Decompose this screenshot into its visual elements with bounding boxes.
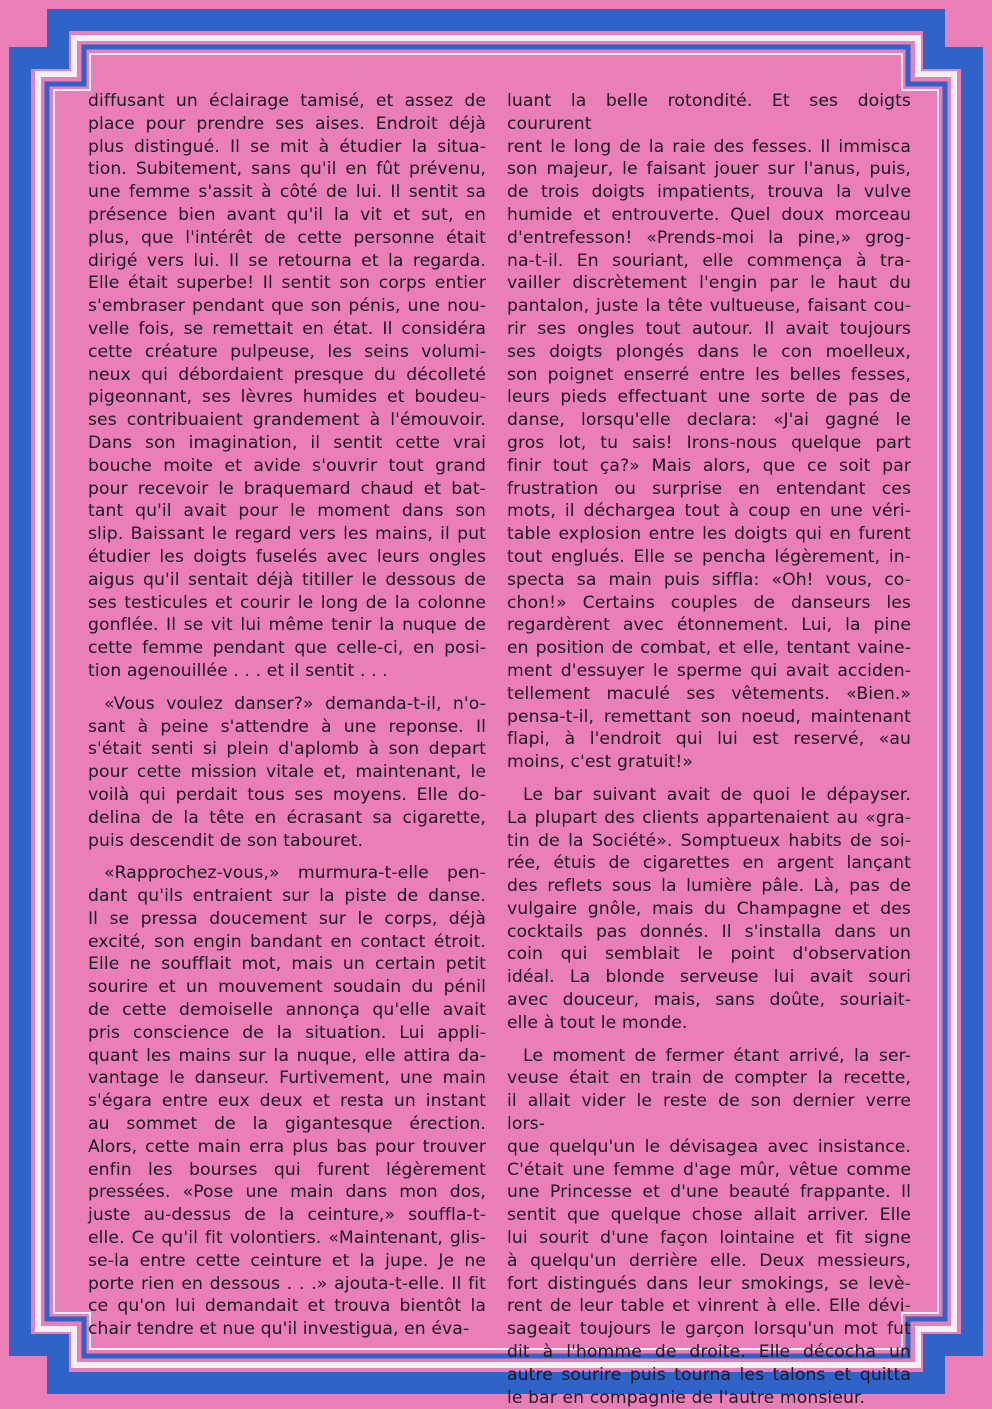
text-line: Elle ne soufflait mot, mais un certain petit [88,954,486,975]
text-line: dit à l'homme de droite. Elle décocha un [507,1342,911,1363]
text-line: mots, il déchargea tout à coup en une véri- [507,501,911,522]
text-line: de trois doigts impatients, trouva la vulve [507,182,911,203]
text-line: s'embraser pendant que son pénis, une nou- [88,296,486,317]
text-line: «Vous voulez danser?» demanda-t-il, n'o- [104,693,486,714]
text-line: La plupart des clients appartenaient au «gra- [507,807,911,828]
text-line: dant qu'ils entraient sur la piste de danse. [88,886,486,907]
text-line: ses contribuaient grandement à l'émouvoir. [88,410,486,431]
text-line: gonflée. Il se vit lui même tenir la nuque de [88,615,486,636]
paragraph [88,862,486,1341]
text-line: table explosion entre les doigts qui en furent [507,524,911,545]
text-line: Dans son imagination, il sentit cette vrai [88,432,486,453]
text-line: présence bien avant qu'il la vit et sut, en [88,204,486,225]
text-line: rir ses ongles tout autour. Il avait toujours [507,318,911,339]
text-line: tant qu'il avait pour le moment dans son [88,501,486,522]
right-text-column [507,90,911,1409]
text-line: son majeur, le faisant jouer sur l'anus, puis, [507,159,911,180]
text-line: pris conscience de la situation. Lui appli- [88,1022,486,1043]
text-line: leurs pieds effectuant une sorte de pas de [507,387,911,408]
text-line: ce qu'on lui demandait et trouva bientôt la [88,1296,486,1317]
text-line: rent de leur table et vinrent à elle. Elle dévi- [507,1296,911,1317]
text-line: plus, que l'intérêt de cette personne était [88,227,486,248]
paragraph [507,1045,911,1409]
paragraph [507,90,911,774]
paragraph-gap [507,774,911,784]
text-line: que quelqu'un le dévisagea avec insistance. [507,1136,911,1157]
text-line: na-t-il. En souriant, elle commença à tra- [507,250,911,271]
text-line: «Rapprochez-vous,» murmura-t-elle pen- [104,863,486,884]
text-line: rée, étuis de cigarettes en argent lançant [507,853,911,874]
text-line: étudier les doigts fuselés avec leurs ongles [88,546,486,567]
text-line: elle. Ce qu'il fit volontiers. «Maintenant, glis- [88,1228,486,1249]
text-line: une femme s'assit à côté de lui. Il sentit sa [88,182,486,203]
text-line: tin de la Société». Somptueux habits de soi- [507,830,911,851]
text-line: diffusant un éclairage tamisé, et assez de [88,91,486,111]
text-line: de cette demoiselle annonça qu'elle avait [88,1000,486,1021]
text-line: slip. Baissant le regard vers les mains, il put [88,524,486,545]
text-line: vailler discrètement l'engin par le haut du [507,273,911,294]
text-line: sentit que quelque chose allait arriver. Elle [507,1205,911,1226]
text-line: plus distingué. Il se mit à étudier la situa- [88,136,486,157]
text-line: tion. Subitement, sans qu'il en fût prévenu, [88,159,486,180]
text-line: pensa-t-il, remettant son noeud, maintenant [507,706,911,727]
text-line: quant les mains sur la nuque, elle attira da- [88,1045,486,1066]
paragraph [507,784,911,1035]
text-line: sageait toujours le garçon lorsqu'un mot fut [507,1319,911,1340]
text-line: s'égara entre eux deux et resta un instant [88,1091,486,1112]
text-line: place pour prendre ses aises. Endroit déjà [88,113,486,134]
paragraph-gap [88,683,486,693]
text-line: il allait vider le reste de son dernier verre lors- [507,1091,911,1135]
text-line: chair tendre et nue qu'il investigua, en éva- [88,1319,470,1340]
text-line: vantage le danseur. Furtivement, une main [88,1068,486,1089]
text-line: cette femme pendant que celle-ci, en posi- [88,638,486,659]
text-line: pantalon, juste la tête vultueuse, faisant cou- [507,296,911,317]
text-line: Le moment de fermer étant arrivé, la ser- [523,1045,911,1066]
text-line: une Princesse et d'une beauté frappante. Il [507,1182,911,1203]
text-line: pigeonnant, ses lèvres humides et boudeu- [88,387,486,408]
text-line: flapi, à l'endroit qui lui est reservé, «au [507,729,911,750]
paragraph [88,90,486,683]
text-line: pour recevoir le braquemard chaud et bat- [88,478,486,499]
text-line: s'était senti si plein d'aplomb à son depart [88,739,486,760]
text-line: à quelqu'un derrière elle. Deux messieurs, [507,1250,911,1271]
text-line: coin qui semblait le point d'observation [507,944,911,965]
text-line: cocktails pas donnés. Il s'installa dans un [507,921,911,942]
text-line: pour cette mission vitale et, maintenant, le [88,762,486,783]
text-line: finir tout ça?» Mais alors, que ce soit par [507,455,911,476]
text-line: en position de combat, et elle, tentant vaine- [507,638,911,659]
text-line: ment d'essuyer le sperme qui avait acciden- [507,660,911,681]
text-line: humide et entrouverte. Quel doux morceau [507,204,911,225]
paragraph-gap [88,852,486,862]
text-line: aigus qu'il sentait déjà titiller le dessous de [88,569,486,590]
text-line: juste au-dessus de la ceinture,» souffla-t- [88,1205,486,1226]
text-line: le bar en compagnie de l'autre monsieur. [507,1387,866,1408]
left-text-column [88,90,486,1341]
text-line: veuse était en train de compter la recette, [507,1068,911,1089]
text-line: puis descendit de son tabouret. [88,830,364,851]
text-line: velle fois, se remettait en état. Il considéra [88,318,486,339]
text-line: Le bar suivant avait de quoi le dépayser. [523,784,911,805]
text-line: autre sourire puis tourna les talons et quitta [507,1364,911,1385]
text-line: luant la belle rotondité. Et ses doigts coururent [507,91,911,134]
text-line: Il se pressa doucement sur le corps, déjà [88,908,486,929]
text-line: ses doigts plongés dans le con moelleux, [507,341,911,362]
text-line: tellement maculé ses vêtements. «Bien.» [507,683,911,704]
text-line: chon!» Certains couples de danseurs les [507,592,911,613]
paragraph-gap [507,1035,911,1045]
text-line: tion agenouillée . . . et il sentit . . . [88,660,388,681]
text-line: frustration ou surprise en entendant ces [507,478,911,499]
text-line: neux qui débordaient presque du décolleté [88,364,486,385]
text-line: tout englués. Elle se pencha légèrement, in- [507,546,911,567]
text-line: excité, son engin bandant en contact étroit. [88,931,486,952]
text-line: avec douceur, mais, sans doûte, souriait- [507,990,911,1011]
text-line: vulgaire gnôle, mais du Champagne et des [507,898,911,919]
text-line: C'était une femme d'age mûr, vêtue comme [507,1159,911,1180]
text-line: regardèrent avec étonnement. Lui, la pine [507,615,911,636]
text-line: lui sourit d'une façon lointaine et fit signe [507,1228,911,1249]
text-line: moins, c'est gratuit!» [507,752,693,773]
text-line: danse, lorsqu'elle declara: «J'ai gagné le [507,410,911,431]
text-line: des reflets sous la lumière pâle. Là, pas de [507,876,911,897]
text-line: sourire et un mouvement soudain du pénil [88,977,486,998]
text-line: dirigé vers lui. Il se retourna et la regarda. [88,250,486,271]
text-line: pressées. «Pose une main dans mon dos, [88,1182,486,1203]
text-line: sant à peine s'attendre à une reponse. Il [88,716,486,737]
text-line: porte rien en dessous . . .» ajouta-t-elle. Il fit [88,1273,486,1294]
text-line: fort distingués dans leur smokings, se levè- [507,1273,911,1294]
text-line: Elle était superbe! Il sentit son corps entier [88,273,486,294]
text-line: cette créature pulpeuse, les seins volumi- [88,341,486,362]
text-line: Alors, cette main erra plus bas pour trouver [88,1136,486,1157]
text-line: gros lot, tu sais! Irons-nous quelque part [507,432,911,453]
text-line: son poignet enserré entre les belles fesses, [507,364,911,385]
text-line: au sommet de la gigantesque érection. [88,1114,486,1135]
text-line: specta sa main puis siffla: «Oh! vous, co- [507,569,911,590]
text-line: d'entrefesson! «Prends-moi la pine,» grog- [507,227,911,248]
text-line: bouche moite et avide s'ouvrir tout grand [88,455,486,476]
text-line: rent le long de la raie des fesses. Il immisca [507,136,911,157]
paragraph [88,693,486,853]
text-line: enfin les bourses qui furent légèrement [88,1159,486,1180]
text-line: voilà qui perdait tous ses moyens. Elle do- [88,784,486,805]
text-line: delina de la tête en écrasant sa cigarette, [88,807,486,828]
text-line: se-la entre cette ceinture et la jupe. Je ne [88,1250,486,1271]
text-line: elle à tout le monde. [507,1012,688,1033]
text-line: ses testicules et courir le long de la colonne [88,592,486,613]
text-line: idéal. La blonde serveuse lui avait souri [507,967,911,988]
